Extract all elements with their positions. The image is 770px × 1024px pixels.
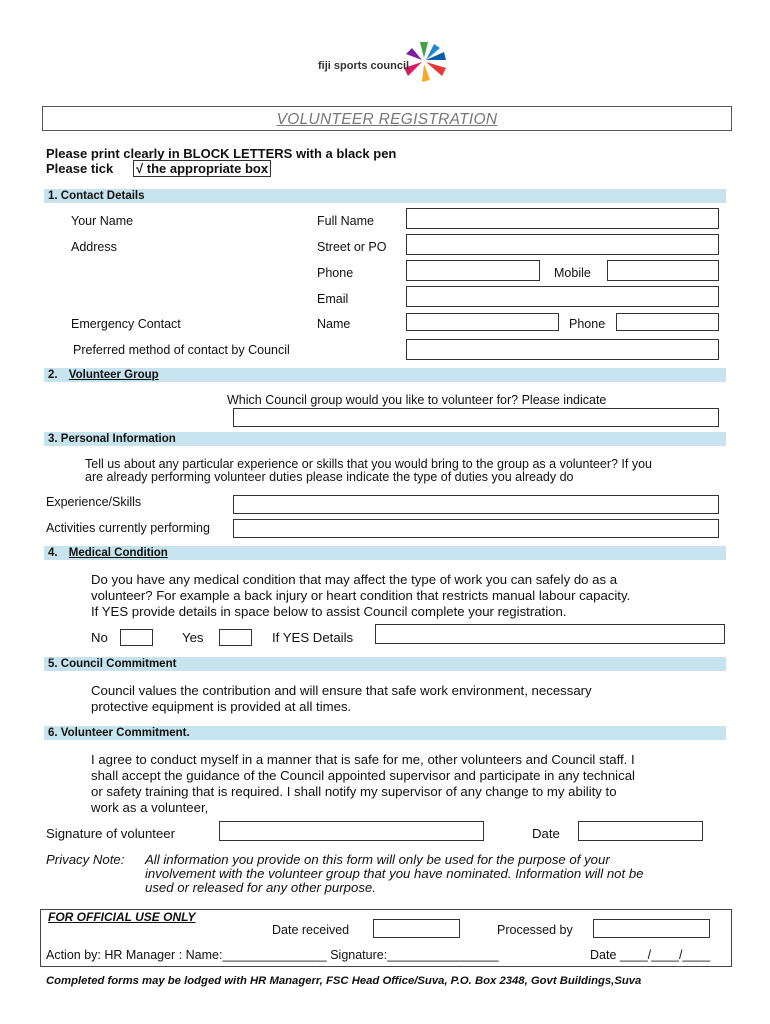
- signature-date-field[interactable]: [578, 821, 703, 841]
- signature-label: Signature of volunteer: [46, 826, 176, 841]
- date-received-field[interactable]: [373, 919, 460, 938]
- email-field[interactable]: [406, 286, 719, 307]
- volunteer-group-field[interactable]: [233, 408, 719, 427]
- instruction-line-2: Please tick: [46, 161, 114, 176]
- street-field[interactable]: [406, 234, 719, 255]
- emergency-name-field[interactable]: [406, 313, 559, 331]
- section-2-title: Volunteer Group: [68, 369, 159, 381]
- section-4-number: 4.: [48, 547, 58, 559]
- commitment-text-2: shall accept the guidance of the Council appointed supervisor and participate in any technical: [91, 768, 635, 783]
- section-5-header: 5. Council Commitment: [44, 657, 726, 671]
- address-label: Address: [71, 240, 117, 254]
- section-1-header: 1. Contact Details: [44, 189, 726, 203]
- emergency-phone-field[interactable]: [616, 313, 719, 331]
- activities-field[interactable]: [233, 519, 719, 538]
- section-4-header: [44, 546, 726, 560]
- volunteer-group-question: Which Council group would you like to volunteer for? Please indicate: [227, 393, 607, 407]
- official-use-header: FOR OFFICIAL USE ONLY: [48, 910, 196, 924]
- mobile-label: Mobile: [554, 266, 591, 280]
- date-received-label: Date received: [272, 923, 350, 937]
- experience-field[interactable]: [233, 495, 719, 514]
- phone-label: Phone: [317, 266, 354, 280]
- commitment-text-1: I agree to conduct myself in a manner that is safe for me, other volunteers and Council staff. I: [91, 752, 635, 767]
- medical-text-3: If YES provide details in space below to assist Council complete your registration.: [91, 604, 567, 619]
- medical-details-label: If YES Details: [272, 630, 354, 645]
- council-text-2: protective equipment is provided at all times.: [91, 699, 352, 714]
- full-name-label: Full Name: [317, 214, 374, 228]
- signature-date-label: Date: [532, 826, 560, 841]
- preferred-contact-field[interactable]: [406, 339, 719, 360]
- personal-text-2: are already performing volunteer duties please indicate the type of duties you already do: [85, 470, 574, 484]
- section-2-number: 2.: [48, 369, 58, 381]
- phone-field[interactable]: [406, 260, 540, 281]
- footer-note: Completed forms may be lodged with HR Managerr, FSC Head Office/Suva, P.O. Box 2348, Govt Buildings,Suva: [46, 975, 642, 987]
- signature-field[interactable]: [219, 821, 484, 841]
- emergency-phone-label: Phone: [569, 317, 606, 331]
- section-4-title: Medical Condition: [68, 547, 168, 559]
- full-name-field[interactable]: [406, 208, 719, 229]
- email-label: Email: [317, 292, 349, 306]
- action-by-line: Action by: HR Manager : Name:_______________ Signature:________________: [46, 948, 499, 962]
- official-date-line: Date ____/____/____: [590, 948, 711, 962]
- instruction-line-1: Please print clearly in BLOCK LETTERS with a black pen: [46, 146, 397, 161]
- medical-yes-checkbox[interactable]: [219, 629, 252, 646]
- mobile-field[interactable]: [607, 260, 719, 281]
- medical-details-field[interactable]: [375, 624, 725, 644]
- medical-no-checkbox[interactable]: [120, 629, 153, 646]
- privacy-text-1: All information you provide on this form will only be used for the purpose of your: [145, 852, 610, 867]
- emergency-name-label: Name: [317, 317, 351, 331]
- processed-by-label: Processed by: [497, 923, 573, 937]
- privacy-text-3: used or released for any other purpose.: [145, 880, 376, 895]
- processed-by-field[interactable]: [593, 919, 710, 938]
- logo-text: fiji sports council: [318, 60, 410, 72]
- privacy-label: Privacy Note:: [46, 852, 125, 867]
- section-6-header: 6. Volunteer Commitment.: [44, 726, 726, 740]
- medical-yes-label: Yes: [182, 630, 204, 645]
- section-3-header: 3. Personal Information: [44, 432, 726, 446]
- your-name-label: Your Name: [71, 214, 134, 228]
- medical-no-label: No: [91, 630, 108, 645]
- council-text-1: Council values the contribution and will ensure that safe work environment, necessary: [91, 683, 592, 698]
- medical-text-2: volunteer? For example a back injury or heart condition that restricts manual labour capacity.: [91, 588, 631, 603]
- commitment-text-4: work as a volunteer,: [91, 800, 209, 815]
- medical-text-1: Do you have any medical condition that may affect the type of work you can safely do as a: [91, 572, 618, 587]
- experience-label: Experience/Skills: [46, 495, 142, 509]
- section-2-header: [44, 368, 726, 382]
- privacy-text-2: involvement with the volunteer group that you have nominated. Information will not be: [145, 866, 644, 881]
- emergency-contact-label: Emergency Contact: [71, 317, 181, 331]
- street-label: Street or PO: [317, 240, 387, 254]
- preferred-contact-label: Preferred method of contact by Council: [73, 343, 290, 357]
- personal-text-1: Tell us about any particular experience or skills that you would bring to the group as a volunteer? If you: [85, 457, 652, 471]
- activities-label: Activities currently performing: [46, 521, 210, 535]
- page-title: VOLUNTEER REGISTRATION: [42, 106, 732, 131]
- tick-box-instruction: √ the appropriate box: [133, 160, 271, 177]
- commitment-text-3: or safety training that is required. I shall notify my supervisor of any change to my ability to: [91, 784, 617, 799]
